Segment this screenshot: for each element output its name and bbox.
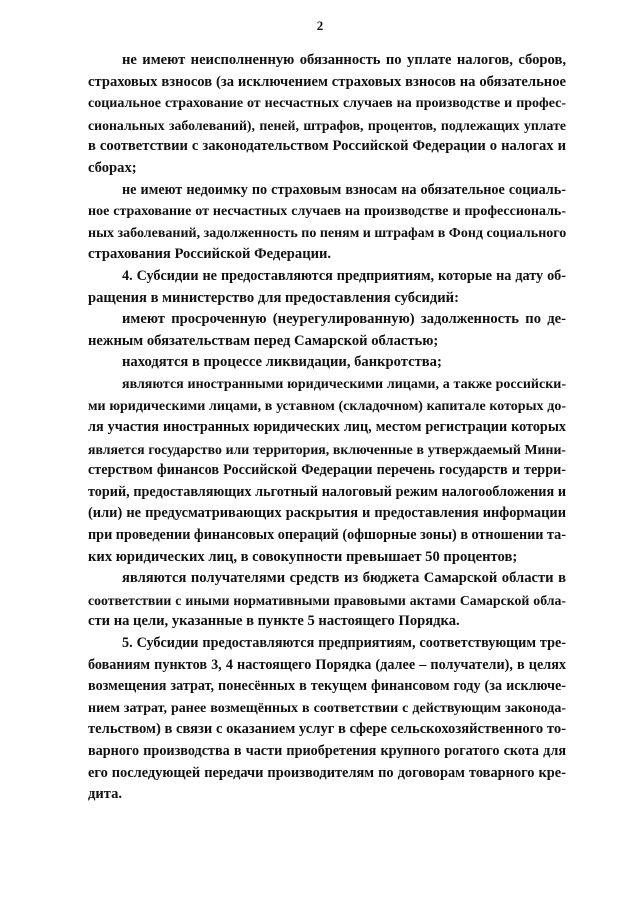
text-line: тельством) в связи с оказанием услуг в сфере сельскохозяйственного то- (88, 721, 566, 738)
text-line: сиональных заболеваний), пеней, штрафов, процентов, подлежащих уплате (88, 117, 566, 133)
text-line: возмещения затрат, понесённых в текущем финансовом году (за исключе- (88, 678, 566, 695)
text-line: нежным обязательствам перед Самарской областью; (88, 332, 439, 349)
text-line: социальное страхование от несчастных случаев на производстве и профес- (88, 96, 566, 112)
text-line: сборах; (88, 159, 137, 176)
page-number: 2 (316, 18, 324, 33)
text-line: (или) не предусматривающих раскрытия и предоставления информации (88, 505, 566, 522)
text-line: является государство или территория, включенные в утверждаемый Мини- (88, 441, 566, 457)
text-line: имеют просроченную (неурегулированную) задолженность по де- (122, 311, 566, 328)
text-line: 4. Субсидии не предоставляются предприятиям, которые на дату об- (122, 267, 566, 284)
text-line: являются иностранными юридическими лицами, а также российски- (122, 376, 566, 392)
text-line: сти на цели, указанные в пункте 5 настоящего Порядка. (88, 613, 460, 630)
text-line: бованиям пунктов 3, 4 настоящего Порядка (далее – получатели), в целях (88, 656, 566, 673)
text-line: ля участия иностранных юридических лиц, местом регистрации которых (88, 419, 566, 436)
text-line: страховых взносов (за исключением страховых взносов на обязательное (88, 73, 566, 90)
text-line: ное страхование от несчастных случаев на производстве и профессиональ- (88, 204, 566, 220)
text-line: нием затрат, ранее возмещённых в соответствии с действующим законода- (88, 700, 566, 716)
text-line: 5. Субсидии предоставляются предприятиям, соответствующим тре- (122, 635, 566, 652)
text-line: в соответствии с законодательством Российской Федерации о налогах и (88, 138, 566, 155)
text-line: страхования Российской Федерации. (88, 246, 332, 263)
document-body (88, 50, 566, 806)
text-line: его последующей передачи производителям по договорам товарного кре- (88, 764, 566, 781)
text-line: ращения в министерство для предоставления субсидий: (88, 289, 459, 306)
text-line: варного производства в части приобретения крупного рогатого скота для (88, 743, 566, 759)
text-line: дита. (88, 786, 123, 803)
text-line: при проведении финансовых операций (офшорные зоны) в отношении та- (88, 527, 566, 544)
text-line: стерством финансов Российской Федерации перечень государств и терри- (88, 462, 566, 479)
text-line: ми юридическими лицами, в уставном (складочном) капитале которых до- (88, 398, 566, 414)
text-line: ных заболеваний, задолженность по пеням и штрафам в Фонд социального (88, 225, 567, 241)
text-line: соответствии с иными нормативными правовыми актами Самарской обла- (88, 592, 566, 608)
text-line: находятся в процессе ликвидации, банкротства; (122, 354, 442, 371)
text-line: торий, предоставляющих льготный налоговый режим налогообложения и (88, 483, 566, 500)
text-line: ких юридических лиц, в совокупности превышает 50 процентов; (88, 548, 518, 565)
text-line: не имеют неисполненную обязанность по уплате налогов, сборов, (122, 52, 566, 68)
text-line: не имеют недоимку по страховым взносам на обязательное социаль- (122, 181, 566, 198)
text-line: являются получателями средств из бюджета Самарской области в (122, 570, 566, 587)
